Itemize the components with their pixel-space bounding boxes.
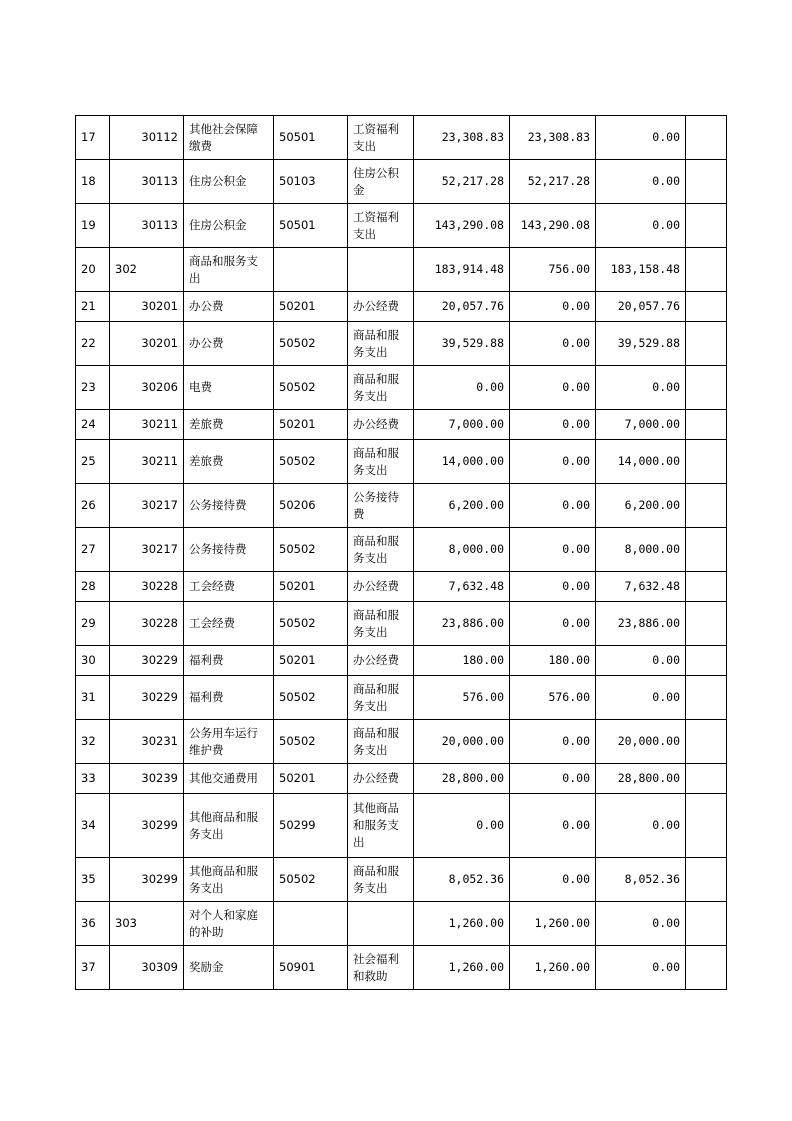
table-row: [76, 410, 727, 440]
basic-amount-cell: 0.00: [510, 440, 596, 484]
function-name-cell: 商品和服务支出: [348, 528, 414, 572]
seq-cell: 22: [76, 322, 110, 366]
basic-amount-cell: 0.00: [510, 858, 596, 902]
table-row: [76, 676, 727, 720]
project-amount-cell: 8,000.00: [596, 528, 686, 572]
seq-cell: 21: [76, 292, 110, 322]
function-code-cell: 50501: [274, 204, 348, 248]
economic-name-cell: 办公费: [184, 292, 274, 322]
function-code-cell: 50502: [274, 366, 348, 410]
table-row: [76, 528, 727, 572]
seq-cell: 33: [76, 764, 110, 794]
seq-cell: 34: [76, 794, 110, 858]
table-row: [76, 160, 727, 204]
table-row: [76, 484, 727, 528]
total-amount-cell: 23,886.00: [414, 602, 510, 646]
economic-name-cell: 公务用车运行维护费: [184, 720, 274, 764]
total-amount-cell: 8,052.36: [414, 858, 510, 902]
project-amount-cell: 7,632.48: [596, 572, 686, 602]
total-amount-cell: 20,057.76: [414, 292, 510, 322]
function-code-cell: 50299: [274, 794, 348, 858]
basic-amount-cell: 52,217.28: [510, 160, 596, 204]
total-amount-cell: 1,260.00: [414, 902, 510, 946]
seq-cell: 26: [76, 484, 110, 528]
seq-cell: 29: [76, 602, 110, 646]
project-amount-cell: 14,000.00: [596, 440, 686, 484]
extra-cell: [686, 646, 727, 676]
function-name-cell: 工资福利支出: [348, 116, 414, 160]
basic-amount-cell: 0.00: [510, 764, 596, 794]
total-amount-cell: 20,000.00: [414, 720, 510, 764]
table-row: [76, 858, 727, 902]
economic-name-cell: 其他社会保障缴费: [184, 116, 274, 160]
table-row: [76, 248, 727, 292]
extra-cell: [686, 204, 727, 248]
total-amount-cell: 28,800.00: [414, 764, 510, 794]
function-name-cell: 办公经费: [348, 764, 414, 794]
economic-code-cell: 30211: [110, 440, 184, 484]
function-code-cell: 50502: [274, 720, 348, 764]
function-name-cell: 办公经费: [348, 572, 414, 602]
seq-cell: 37: [76, 946, 110, 990]
extra-cell: [686, 410, 727, 440]
economic-code-cell: 30229: [110, 676, 184, 720]
function-name-cell: 商品和服务支出: [348, 676, 414, 720]
economic-code-cell: 30217: [110, 528, 184, 572]
extra-cell: [686, 484, 727, 528]
economic-name-cell: 其他商品和服务支出: [184, 794, 274, 858]
seq-cell: 36: [76, 902, 110, 946]
function-code-cell: 50901: [274, 946, 348, 990]
seq-cell: 35: [76, 858, 110, 902]
function-code-cell: 50502: [274, 602, 348, 646]
function-name-cell: 办公经费: [348, 410, 414, 440]
table-row: [76, 902, 727, 946]
function-code-cell: 50206: [274, 484, 348, 528]
function-code-cell: 50502: [274, 676, 348, 720]
extra-cell: [686, 572, 727, 602]
function-name-cell: 办公经费: [348, 646, 414, 676]
function-code-cell: 50502: [274, 322, 348, 366]
function-code-cell: 50502: [274, 440, 348, 484]
project-amount-cell: 6,200.00: [596, 484, 686, 528]
basic-amount-cell: 0.00: [510, 572, 596, 602]
basic-amount-cell: 576.00: [510, 676, 596, 720]
seq-cell: 30: [76, 646, 110, 676]
basic-amount-cell: 1,260.00: [510, 902, 596, 946]
total-amount-cell: 8,000.00: [414, 528, 510, 572]
seq-cell: 28: [76, 572, 110, 602]
extra-cell: [686, 946, 727, 990]
function-code-cell: [274, 248, 348, 292]
project-amount-cell: 0.00: [596, 116, 686, 160]
function-name-cell: 办公经费: [348, 292, 414, 322]
extra-cell: [686, 764, 727, 794]
table-row: [76, 572, 727, 602]
budget-table: [75, 115, 727, 990]
extra-cell: [686, 902, 727, 946]
table-row: [76, 646, 727, 676]
function-code-cell: 50502: [274, 858, 348, 902]
project-amount-cell: 20,057.76: [596, 292, 686, 322]
total-amount-cell: 183,914.48: [414, 248, 510, 292]
economic-name-cell: 电费: [184, 366, 274, 410]
extra-cell: [686, 602, 727, 646]
project-amount-cell: 28,800.00: [596, 764, 686, 794]
economic-code-cell: 302: [110, 248, 184, 292]
function-name-cell: 商品和服务支出: [348, 322, 414, 366]
extra-cell: [686, 292, 727, 322]
function-name-cell: 商品和服务支出: [348, 602, 414, 646]
economic-code-cell: 30206: [110, 366, 184, 410]
basic-amount-cell: 0.00: [510, 484, 596, 528]
function-name-cell: [348, 248, 414, 292]
economic-name-cell: 奖励金: [184, 946, 274, 990]
economic-name-cell: 其他交通费用: [184, 764, 274, 794]
economic-name-cell: 差旅费: [184, 440, 274, 484]
basic-amount-cell: 0.00: [510, 794, 596, 858]
extra-cell: [686, 794, 727, 858]
project-amount-cell: 0.00: [596, 902, 686, 946]
function-name-cell: 公务接待费: [348, 484, 414, 528]
economic-code-cell: 30299: [110, 794, 184, 858]
total-amount-cell: 52,217.28: [414, 160, 510, 204]
extra-cell: [686, 528, 727, 572]
basic-amount-cell: 0.00: [510, 366, 596, 410]
total-amount-cell: 576.00: [414, 676, 510, 720]
extra-cell: [686, 676, 727, 720]
function-code-cell: 50103: [274, 160, 348, 204]
function-code-cell: 50201: [274, 572, 348, 602]
total-amount-cell: 23,308.83: [414, 116, 510, 160]
economic-name-cell: 福利费: [184, 646, 274, 676]
function-code-cell: 50501: [274, 116, 348, 160]
economic-code-cell: 30228: [110, 602, 184, 646]
economic-name-cell: 住房公积金: [184, 204, 274, 248]
project-amount-cell: 8,052.36: [596, 858, 686, 902]
economic-name-cell: 住房公积金: [184, 160, 274, 204]
table-row: [76, 946, 727, 990]
function-name-cell: 商品和服务支出: [348, 440, 414, 484]
economic-name-cell: 福利费: [184, 676, 274, 720]
project-amount-cell: 183,158.48: [596, 248, 686, 292]
economic-code-cell: 30299: [110, 858, 184, 902]
total-amount-cell: 14,000.00: [414, 440, 510, 484]
economic-code-cell: 30231: [110, 720, 184, 764]
function-name-cell: 商品和服务支出: [348, 858, 414, 902]
table-row: [76, 366, 727, 410]
economic-code-cell: 30228: [110, 572, 184, 602]
extra-cell: [686, 160, 727, 204]
economic-name-cell: 商品和服务支出: [184, 248, 274, 292]
project-amount-cell: 0.00: [596, 646, 686, 676]
economic-code-cell: 30211: [110, 410, 184, 440]
extra-cell: [686, 720, 727, 764]
seq-cell: 27: [76, 528, 110, 572]
table-row: [76, 204, 727, 248]
seq-cell: 25: [76, 440, 110, 484]
table-row: [76, 720, 727, 764]
function-code-cell: 50201: [274, 410, 348, 440]
economic-name-cell: 其他商品和服务支出: [184, 858, 274, 902]
total-amount-cell: 6,200.00: [414, 484, 510, 528]
economic-code-cell: 30112: [110, 116, 184, 160]
table-row: [76, 440, 727, 484]
project-amount-cell: 39,529.88: [596, 322, 686, 366]
seq-cell: 23: [76, 366, 110, 410]
seq-cell: 31: [76, 676, 110, 720]
project-amount-cell: 7,000.00: [596, 410, 686, 440]
table-row: [76, 764, 727, 794]
project-amount-cell: 0.00: [596, 204, 686, 248]
economic-name-cell: 办公费: [184, 322, 274, 366]
economic-code-cell: 30309: [110, 946, 184, 990]
extra-cell: [686, 116, 727, 160]
total-amount-cell: 180.00: [414, 646, 510, 676]
total-amount-cell: 7,632.48: [414, 572, 510, 602]
basic-amount-cell: 180.00: [510, 646, 596, 676]
project-amount-cell: 0.00: [596, 946, 686, 990]
basic-amount-cell: 1,260.00: [510, 946, 596, 990]
economic-name-cell: 公务接待费: [184, 528, 274, 572]
extra-cell: [686, 322, 727, 366]
economic-name-cell: 差旅费: [184, 410, 274, 440]
function-name-cell: [348, 902, 414, 946]
function-name-cell: 工资福利支出: [348, 204, 414, 248]
total-amount-cell: 7,000.00: [414, 410, 510, 440]
basic-amount-cell: 0.00: [510, 602, 596, 646]
economic-code-cell: 303: [110, 902, 184, 946]
total-amount-cell: 143,290.08: [414, 204, 510, 248]
economic-code-cell: 30229: [110, 646, 184, 676]
project-amount-cell: 20,000.00: [596, 720, 686, 764]
basic-amount-cell: 0.00: [510, 410, 596, 440]
project-amount-cell: 0.00: [596, 366, 686, 410]
economic-code-cell: 30201: [110, 322, 184, 366]
table-row: [76, 292, 727, 322]
function-name-cell: 商品和服务支出: [348, 366, 414, 410]
seq-cell: 18: [76, 160, 110, 204]
seq-cell: 24: [76, 410, 110, 440]
function-code-cell: [274, 902, 348, 946]
project-amount-cell: 23,886.00: [596, 602, 686, 646]
function-code-cell: 50201: [274, 764, 348, 794]
basic-amount-cell: 23,308.83: [510, 116, 596, 160]
basic-amount-cell: 143,290.08: [510, 204, 596, 248]
economic-name-cell: 工会经费: [184, 602, 274, 646]
economic-code-cell: 30113: [110, 160, 184, 204]
total-amount-cell: 1,260.00: [414, 946, 510, 990]
basic-amount-cell: 0.00: [510, 292, 596, 322]
economic-code-cell: 30113: [110, 204, 184, 248]
function-name-cell: 社会福利和救助: [348, 946, 414, 990]
extra-cell: [686, 366, 727, 410]
function-code-cell: 50502: [274, 528, 348, 572]
basic-amount-cell: 0.00: [510, 322, 596, 366]
table-row: [76, 794, 727, 858]
total-amount-cell: 39,529.88: [414, 322, 510, 366]
economic-name-cell: 对个人和家庭的补助: [184, 902, 274, 946]
project-amount-cell: 0.00: [596, 676, 686, 720]
economic-code-cell: 30217: [110, 484, 184, 528]
function-name-cell: 商品和服务支出: [348, 720, 414, 764]
table-row: [76, 322, 727, 366]
function-name-cell: 住房公积金: [348, 160, 414, 204]
table-row: [76, 602, 727, 646]
total-amount-cell: 0.00: [414, 366, 510, 410]
economic-name-cell: 公务接待费: [184, 484, 274, 528]
function-name-cell: 其他商品和服务支出: [348, 794, 414, 858]
extra-cell: [686, 440, 727, 484]
seq-cell: 17: [76, 116, 110, 160]
economic-code-cell: 30201: [110, 292, 184, 322]
basic-amount-cell: 0.00: [510, 528, 596, 572]
seq-cell: 19: [76, 204, 110, 248]
basic-amount-cell: 756.00: [510, 248, 596, 292]
total-amount-cell: 0.00: [414, 794, 510, 858]
economic-code-cell: 30239: [110, 764, 184, 794]
seq-cell: 20: [76, 248, 110, 292]
basic-amount-cell: 0.00: [510, 720, 596, 764]
table-row: [76, 116, 727, 160]
project-amount-cell: 0.00: [596, 794, 686, 858]
function-code-cell: 50201: [274, 646, 348, 676]
project-amount-cell: 0.00: [596, 160, 686, 204]
extra-cell: [686, 248, 727, 292]
seq-cell: 32: [76, 720, 110, 764]
economic-name-cell: 工会经费: [184, 572, 274, 602]
function-code-cell: 50201: [274, 292, 348, 322]
extra-cell: [686, 858, 727, 902]
